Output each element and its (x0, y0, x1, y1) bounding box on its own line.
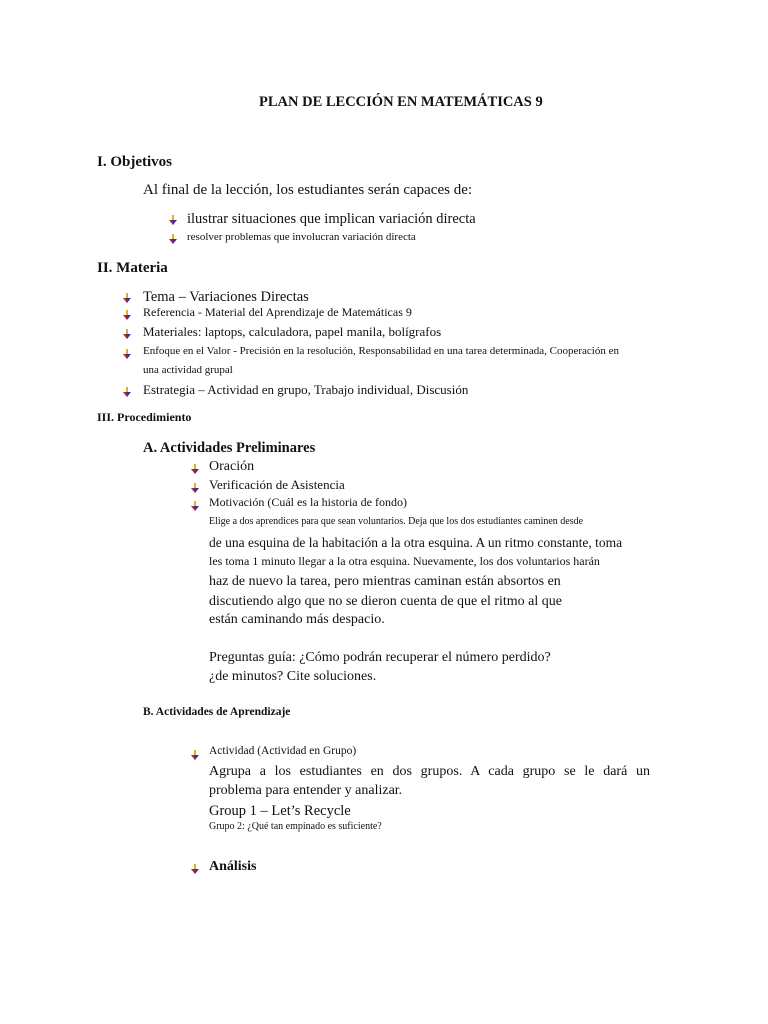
bullet-icon (189, 463, 201, 475)
motivation-line: Elige a dos aprendices para que sean voluntarios. Deja que los dos estudiantes caminen desde (209, 516, 584, 527)
activity-paragraph-line: Agrupa a los estudiantes en dos grupos. A cada grupo se le dará un (209, 764, 650, 779)
bullet-icon (189, 749, 201, 761)
bullet-icon (121, 292, 133, 304)
activity-item: Oración (209, 459, 255, 474)
learning-activity-item: Actividad (Actividad en Grupo) (209, 745, 357, 757)
materia-item: Referencia - Material del Aprendizaje de Matemáticas 9 (143, 305, 412, 319)
guide-questions: Preguntas guía: ¿Cómo podrán recuperar el número perdido? (209, 650, 551, 665)
motivation-line: les toma 1 minuto llegar a la otra esquina. Nuevamente, los dos voluntarios harán (209, 554, 600, 568)
activity-paragraph-line: problema para entender y analizar. (209, 783, 403, 798)
objectives-intro: Al final de la lección, los estudiantes serán capaces de: (143, 182, 473, 198)
group-2-label: Grupo 2: ¿Qué tan empinado es suficiente? (209, 821, 382, 832)
motivation-line: de una esquina de la habitación a la otra esquina. A un ritmo constante, toma (209, 535, 623, 550)
section-objectives-heading: I. Objetivos (97, 154, 172, 170)
motivation-line: están caminando más despacio. (209, 612, 385, 627)
bullet-icon (121, 328, 133, 340)
bullet-icon (121, 309, 133, 321)
materia-item: Materiales: laptops, calculadora, papel manila, bolígrafos (143, 324, 442, 339)
materia-item: Tema – Variaciones Directas (143, 289, 309, 305)
bullet-icon (121, 348, 133, 360)
materia-item: Estrategia – Actividad en grupo, Trabajo individual, Discusión (143, 382, 469, 397)
materia-item: Enfoque en el Valor - Precisión en la resolución, Responsabilidad en una tarea determinada, Cooperación en (143, 345, 619, 357)
materia-item-continued: una actividad grupal (143, 364, 233, 376)
objective-item: ilustrar situaciones que implican variación directa (187, 211, 476, 227)
section-materia-heading: II. Materia (97, 260, 168, 276)
subsection-a-heading: A. Actividades Preliminares (143, 440, 316, 456)
activity-item: Motivación (Cuál es la historia de fondo) (209, 495, 407, 509)
page-title: PLAN DE LECCIÓN EN MATEMÁTICAS 9 (259, 94, 543, 110)
bullet-icon (189, 500, 201, 512)
bullet-icon (189, 863, 201, 875)
bullet-icon (167, 233, 179, 245)
motivation-line: haz de nuevo la tarea, pero mientras caminan están absortos en (209, 574, 561, 589)
bullet-icon (121, 386, 133, 398)
subsection-b-heading: B. Actividades de Aprendizaje (143, 706, 291, 718)
guide-questions: ¿de minutos? Cite soluciones. (209, 669, 377, 684)
bullet-icon (167, 214, 179, 226)
analysis-heading: Análisis (209, 859, 257, 874)
section-procedimiento-heading: III. Procedimiento (97, 410, 192, 424)
motivation-line: discutiendo algo que no se dieron cuenta de que el ritmo al que (209, 594, 563, 609)
bullet-icon (189, 482, 201, 494)
group-1-label: Group 1 – Let’s Recycle (209, 803, 351, 819)
activity-item: Verificación de Asistencia (209, 477, 345, 492)
objective-item: resolver problemas que involucran variación directa (187, 231, 416, 243)
